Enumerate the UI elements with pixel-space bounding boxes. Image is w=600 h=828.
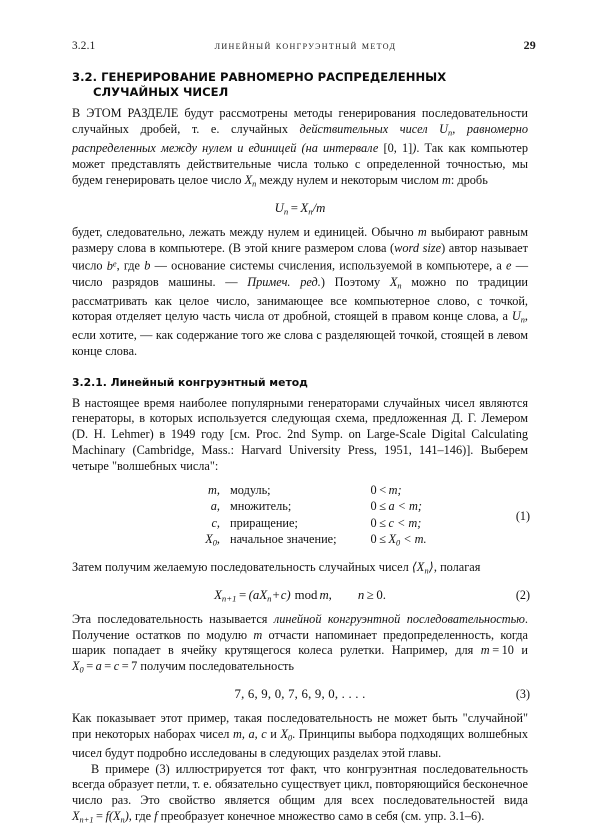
equation-3-sequence (72, 687, 528, 702)
intro-italic-1: действительных чисел (299, 122, 428, 137)
subsection-heading: 3.2.1. Линейный конгруэнтный метод (72, 375, 308, 389)
intro-symbol-X: $X_n$ (244, 172, 257, 188)
p6-formula-xn1-f-xn: $X_{n+1} = f(X_n)$ (72, 808, 129, 825)
intro-symbol-m: m (442, 172, 451, 187)
p4-symbol-m: m (253, 627, 263, 642)
p2-term-word-size: word size (394, 240, 442, 255)
p5-symbol-x0: $X_0$ (280, 726, 293, 743)
p2-editor-note: Примеч. ред. (247, 274, 321, 289)
table-row (194, 515, 427, 531)
intro-italic-2: , равномерно распределенных между нулем и единицей (на интервале (72, 122, 528, 156)
equation-2-constraint: n ≥ 0. (357, 587, 386, 602)
equation-2-body: $X_{n+1} = (aX_n+c)$ mod m, (214, 587, 332, 604)
section-heading-line-1: 3.2. ГЕНЕРИРОВАНИЕ РАВНОМЕРНО РАСПРЕДЕЛЕННЫХ (72, 70, 447, 84)
p2-text-d: , где (116, 258, 145, 273)
p2-symbol-b: b (144, 258, 151, 273)
paragraph-sequence-intro (72, 560, 528, 579)
page-body (72, 70, 528, 828)
magic-cond-c: 0 ≤ c < m; (370, 515, 422, 530)
magic-symbol-a: a, (210, 499, 220, 514)
equation-3-values: 7, 6, 9, 0, 7, 6, 9, 0, . . . . (234, 687, 366, 702)
table-row (194, 532, 427, 552)
p4-text-c: отчасти напоминает предопределенность, когда шарик попадает в ячейку крутящегося колеса рулетки. Например, для (72, 627, 528, 658)
equation-un-equals: = (290, 200, 298, 215)
paragraph-lehmer: В настоящее время наиболее популярными генераторами случайных чисел являются генераторы, в которых используется следующая схема, предложенная Д. Г. Лемером (D. H. Lehmer) в 1949 году [см. Proc. 2nd Symp. on Large-Scale Digital Calculating Machinary (Cambridge, Mass.: Harvard University Press, 1951, 141–146)]. Выберем четыре "волшебных числа": (72, 395, 528, 473)
p3-text-b: , полагая (433, 559, 481, 574)
p2-text-a: будет, следовательно, лежать между нулем и единицей. Обычно (72, 225, 418, 239)
magic-name-m: модуль; (230, 482, 271, 497)
spacer-before-subsection (72, 360, 528, 376)
p2-symbol-b-power-e: $b^e$ (106, 258, 117, 273)
magic-symbol-x0: $X_0$, (205, 532, 220, 548)
running-head-section-number: 3.2.1 (72, 40, 96, 52)
p4-text-b: . Получение остатков по модулю (72, 612, 528, 642)
intro-text-c: между нулем и некоторым числом (256, 172, 442, 187)
p5-text-c: . Принципы выбора подходящих волшебных чисел будут подробно исследованы в следующих разделах этой главы. (72, 726, 528, 760)
p6-symbol-f: f (154, 808, 158, 823)
equation-un-rhs: $X_n/m$ (300, 200, 326, 216)
p2-symbol-m: m (417, 225, 427, 239)
p4-text-e: получим последовательность (137, 659, 295, 674)
equation-number-1: (1) (515, 509, 530, 524)
p5-symbols-mac: m, a, c (233, 726, 267, 741)
equation-1-magic-numbers (72, 482, 528, 551)
p3-sequence-symbol: $⟨X_n⟩$ (411, 559, 434, 575)
p4-m-equals-10: m = 10 (480, 643, 514, 658)
magic-name-c: приращение; (230, 515, 298, 530)
magic-cond-x0: $0 \le X_0 < m$. (370, 532, 427, 548)
equation-un-xn-over-m (72, 201, 528, 216)
magic-symbol-m: m, (208, 482, 220, 497)
intro-text-d: : дробь (450, 172, 488, 187)
p2-symbol-X-n: $X_n$ (389, 274, 402, 290)
p5-text-a: Как показывает этот пример, такая последовательность не может быть "случайной" при некоторых наборах чисел (72, 711, 528, 741)
equation-number-3: (3) (515, 687, 530, 702)
paragraph-randomness-caveat (72, 711, 528, 761)
p2-text-c: ) автор называет число (72, 240, 528, 273)
intro-symbol-U: $U_n$ (439, 122, 453, 138)
paragraph-loops (72, 762, 528, 828)
p5-text-b: и (266, 726, 281, 741)
p4-text-a: Эта последовательность называется (72, 612, 274, 627)
p2-text-f: — число разрядов машины. — (72, 258, 529, 289)
p4-term-lcs: линейной конгруэнтной последовательностью (273, 612, 525, 627)
magic-symbol-c: c, (211, 515, 220, 530)
magic-cond-m: 0 < m; (370, 482, 402, 497)
page-number: 29 (523, 38, 536, 52)
paragraph-word-size (72, 225, 528, 360)
p2-symbol-U-n: $U_n$ (511, 309, 525, 325)
magic-name-a: множитель; (230, 499, 292, 514)
table-row (194, 499, 427, 515)
intro-text-b: . Так как компьютер может представлять действительные числа только с определенной точностью, мы будем генерировать целое число (72, 141, 528, 187)
p2-text-g: ) Поэтому (320, 274, 390, 289)
magic-numbers-table (194, 482, 427, 551)
running-head (72, 38, 536, 54)
p6-text-a: В примере (3) иллюстрируется тот факт, что конгруэнтная последовательность всегда образует петли, т. е. обязательно существует цикл, повторяющийся бесконечное число раз. Это свойство является общим для всех последовательностей вида (72, 761, 528, 807)
p2-text-i: , если хотите, — как содержание того же слова с разделяющей точкой, стоящей в левом конце слова. (72, 309, 528, 359)
p2-text-h: можно по традиции рассматривать как целое число, занимающее все компьютерное слово, с точкой, которая отделяет целую часть числа от дробной, стоящей в правом конце слова, а (72, 274, 528, 324)
p6-text-b: , где (128, 808, 155, 823)
paragraph-roulette (72, 612, 528, 678)
p2-text-b: выбирают равным размеру слова в компьютере. (В этой книге размером слова ( (72, 225, 528, 255)
p4-text-d: и (513, 643, 529, 658)
section-heading-line-2: СЛУЧАЙНЫХ ЧИСЕЛ (93, 85, 229, 100)
section-heading (72, 70, 528, 100)
magic-name-x0: начальное значение; (230, 532, 337, 547)
p2-text-e: — основание системы счисления, используемой в компьютере, а (150, 258, 507, 273)
p2-symbol-e: e (506, 258, 512, 273)
table-row (194, 482, 427, 498)
intro-text-a: В ЭТОМ РАЗДЕЛЕ будут рассмотрены методы генерирования последовательности случайных дробей, т. е. случайных (72, 106, 528, 137)
magic-cond-a: 0 ≤ a < m; (370, 499, 423, 514)
paragraph-intro (72, 106, 528, 191)
p6-text-c: преобразует конечное множество само в себя (см. упр. 3.1–6). (157, 808, 485, 823)
intro-interval: [0, 1] (383, 141, 413, 156)
p4-x0-equals-7: $X_0 = a = c = 7$ (72, 659, 138, 675)
running-head-title: линейный конгруэнтный метод (214, 39, 397, 52)
p3-text-a: Затем получим желаемую последовательность случайных чисел (72, 559, 412, 574)
intro-italic-3: ) (412, 141, 417, 156)
equation-2-recurrence (72, 588, 528, 603)
equation-number-2: (2) (515, 587, 530, 602)
equation-un-lhs: $U_n$ (274, 200, 289, 216)
